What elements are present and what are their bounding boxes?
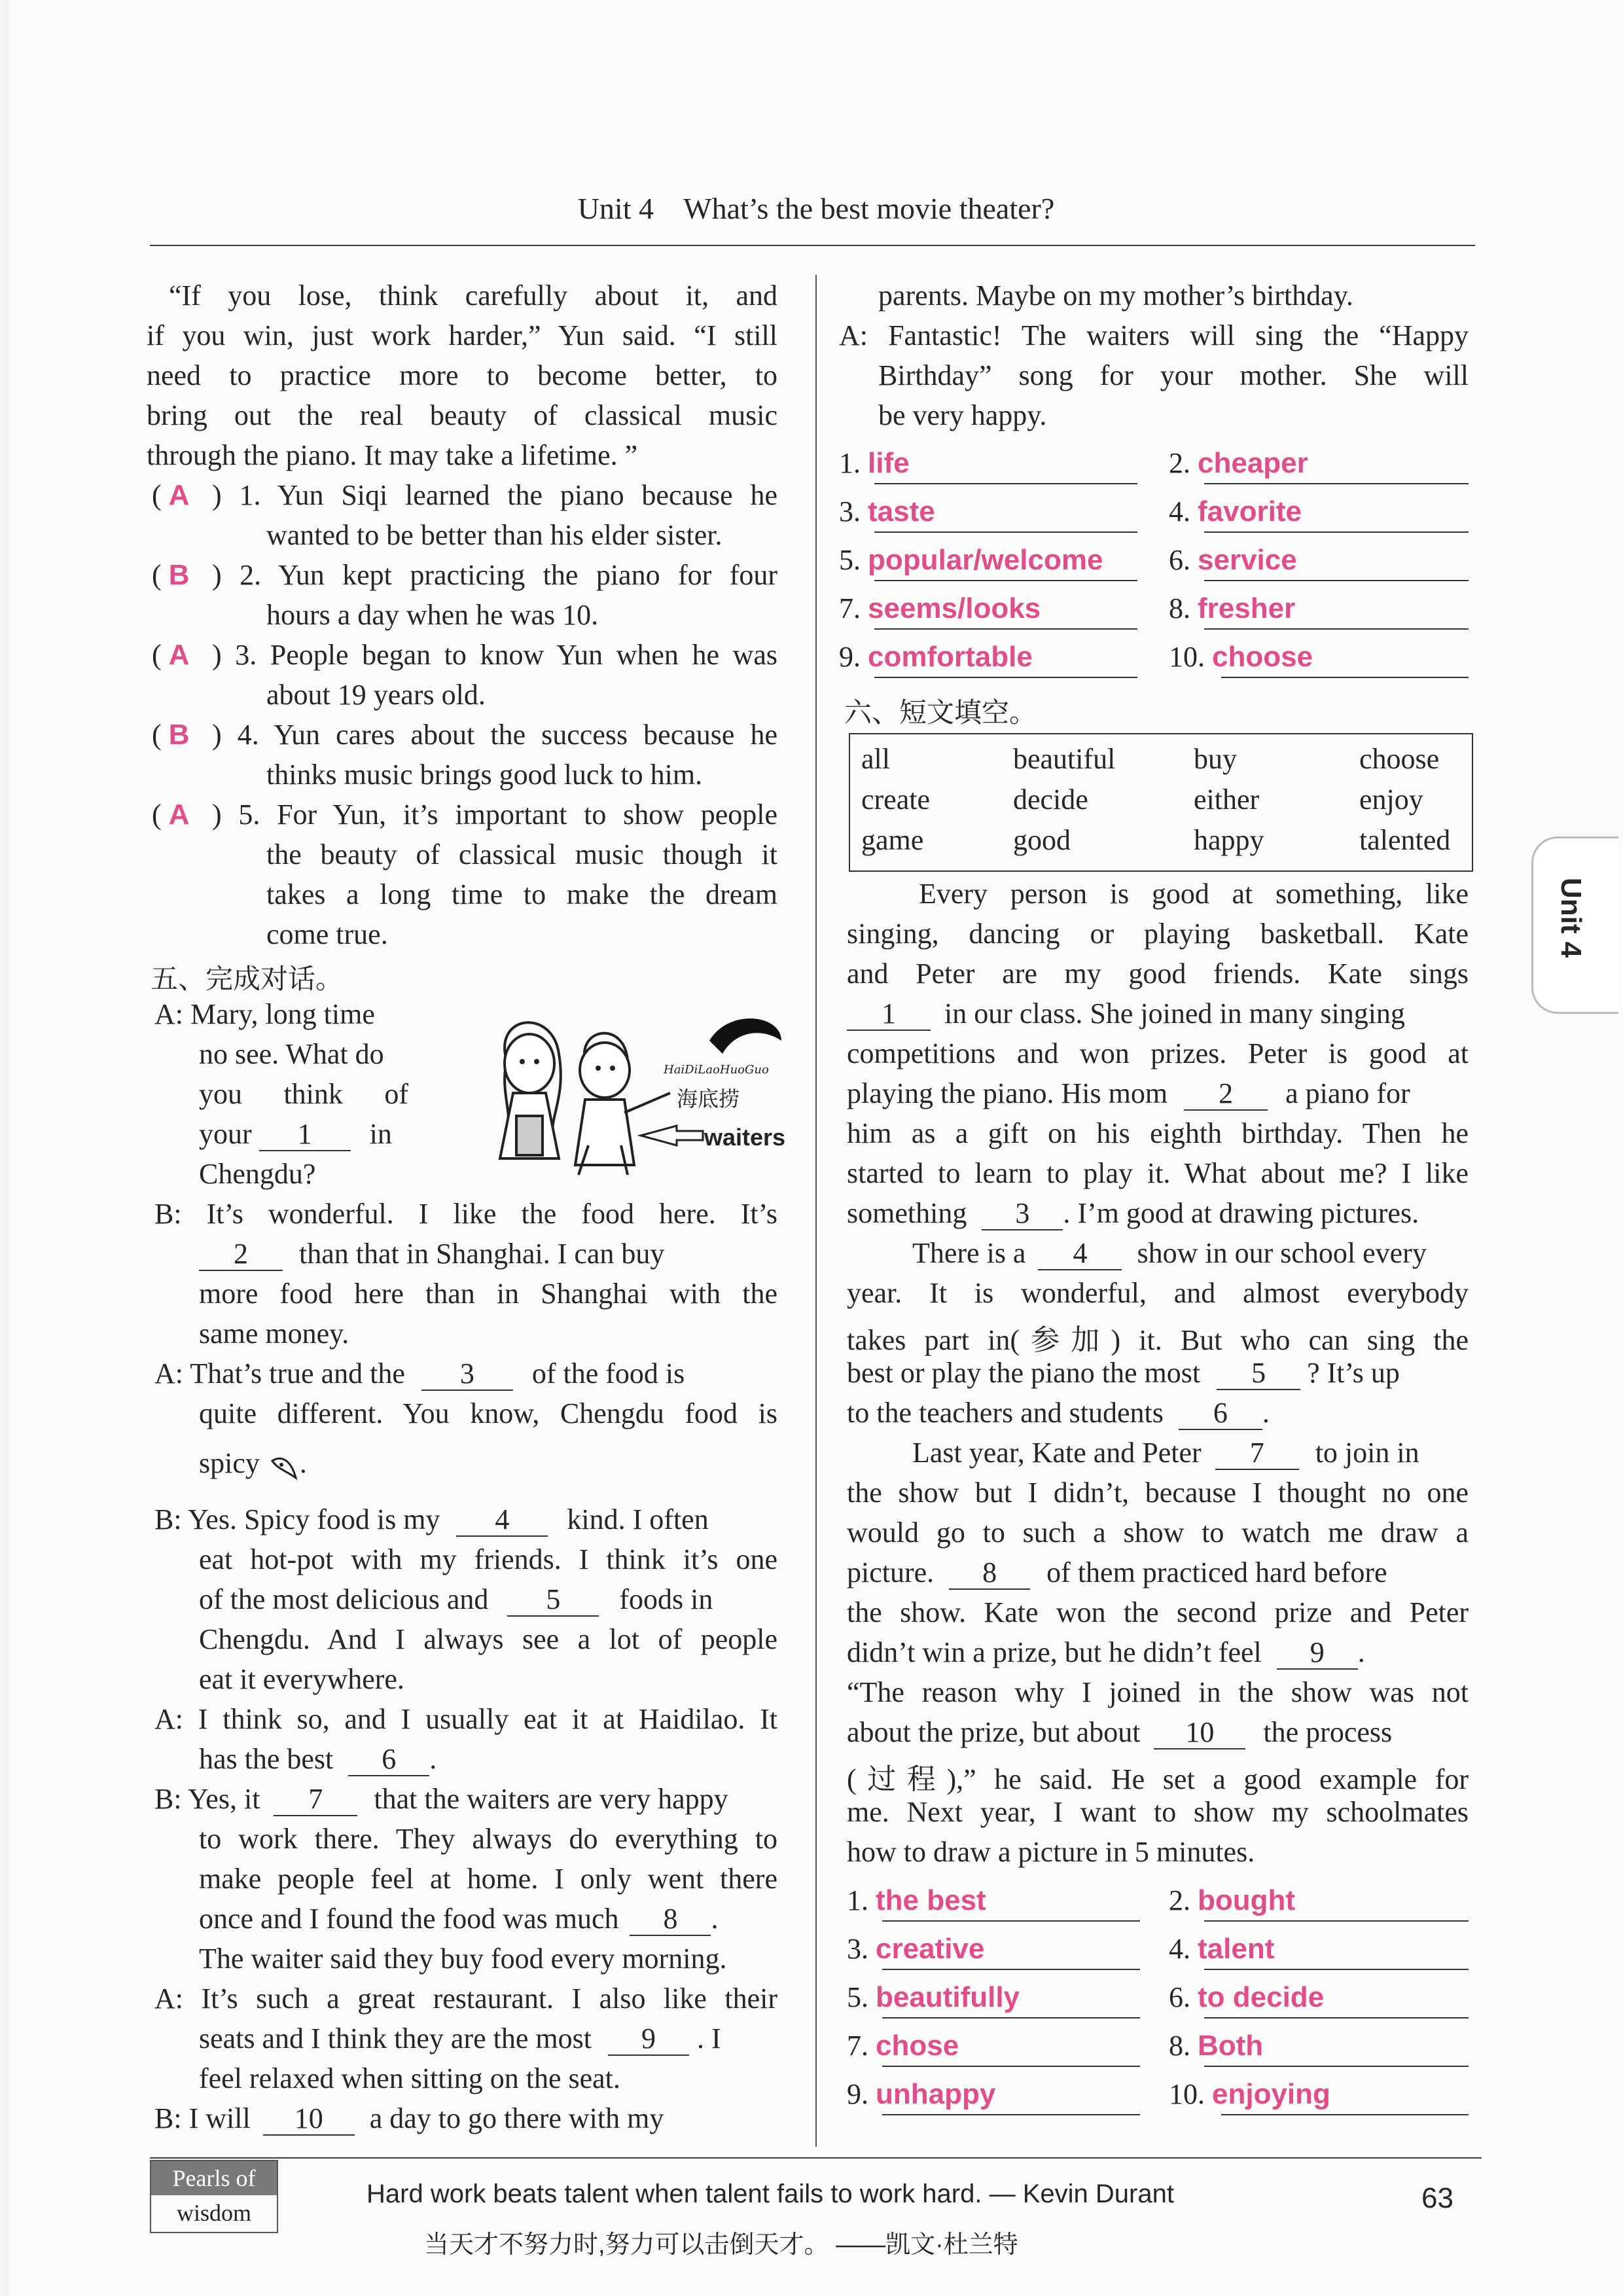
sec6-answer-6[interactable]: to decide (1198, 1981, 1325, 2013)
blank-5[interactable]: 5 (507, 1585, 599, 1617)
passage-line: takes part in(参加) it. But who can sing the (847, 1324, 1469, 1356)
footer-rule (150, 2157, 1482, 2159)
passage-line: the show but I didn’t, because I thought no one (847, 1477, 1469, 1509)
blank-10[interactable]: 10 (263, 2104, 355, 2136)
passage-blank-8[interactable]: 8 (949, 1558, 1030, 1590)
section-5-title: 五、完成对话。 (151, 963, 344, 995)
question-4: ( B (152, 719, 190, 751)
dialog-line: make people feel at home. I only went there (199, 1863, 777, 1895)
dialog-line: seats and I think they are the most 9 . I (199, 2022, 721, 2054)
passage-blank-10[interactable]: 10 (1154, 1718, 1245, 1749)
answer-5[interactable]: popular/welcome (868, 544, 1103, 576)
word: game (861, 824, 924, 856)
answer-4[interactable]: favorite (1198, 495, 1302, 528)
dialog-line: A: Mary, long time (154, 998, 375, 1030)
passage-line: and Peter are my good friends. Kate sings (847, 958, 1469, 990)
dialog-line: no see. What do (199, 1038, 384, 1070)
question-3: ( A (152, 639, 190, 671)
passage-line: picture. 8 of them practiced hard before (847, 1556, 1387, 1588)
dialog-line: eat it everywhere. (199, 1663, 404, 1695)
passage-line: something 3 . I’m good at drawing pictures. (847, 1197, 1419, 1229)
column-divider (815, 275, 817, 2147)
dialog-line: The waiter said they buy food every morning. (199, 1943, 727, 1975)
dialog-line: eat hot-pot with my friends. I think it’s one (199, 1543, 777, 1575)
pearls-badge (150, 2160, 278, 2233)
dialog-line: of the most delicious and 5 foods in (199, 1583, 713, 1615)
dialog-line: more food here than in Shanghai with the (199, 1278, 777, 1310)
question-text: wanted to be better than his elder sister. (266, 519, 722, 551)
passage-blank-4[interactable]: 4 (1038, 1239, 1122, 1270)
word: enjoy (1359, 783, 1423, 816)
dialog-line: has the best 6 . (199, 1743, 437, 1775)
question-1: ( A (152, 479, 190, 511)
reading-line: through the piano. It may take a lifetime. ” (147, 439, 638, 471)
sec6-answer-10[interactable]: enjoying (1212, 2078, 1330, 2110)
reading-line: if you win, just work harder,” Yun said. “I still (147, 319, 777, 351)
question-2: ( B (152, 559, 190, 591)
passage-line: started to learn to play it. What about me? I like (847, 1157, 1469, 1189)
word: choose (1359, 743, 1440, 775)
question-text: about 19 years old. (266, 679, 486, 711)
word: happy (1194, 824, 1264, 856)
passage-line: how to draw a picture in 5 minutes. (847, 1836, 1255, 1868)
brand-cn: 海底捞 (677, 1086, 740, 1111)
answer-8[interactable]: fresher (1198, 592, 1296, 624)
answer-1[interactable]: life (868, 447, 910, 479)
badge-top: Pearls of (151, 2161, 277, 2195)
answer-letter: B (168, 719, 190, 751)
passage-blank-5[interactable]: 5 (1217, 1359, 1300, 1390)
dialog-line: Chengdu. And I always see a lot of people (199, 1623, 777, 1655)
footer-quote-cn: 当天才不努力时,努力可以击倒天才。 ——凯文·杜兰特 (424, 2231, 1018, 2259)
page-header: Unit 4 What’s the best movie theater? (577, 192, 1055, 225)
waiters-label: waiters (704, 1124, 786, 1151)
sec6-answer-9[interactable]: unhappy (876, 2078, 996, 2110)
sec6-answer-3[interactable]: creative (876, 1933, 985, 1965)
answer-7[interactable]: seems/looks (868, 592, 1041, 624)
passage-blank-9[interactable]: 9 (1277, 1638, 1358, 1670)
chili-icon (267, 1452, 300, 1480)
passage-line: Last year, Kate and Peter 7 to join in (912, 1437, 1419, 1469)
sec6-answer-7[interactable]: chose (876, 2030, 959, 2062)
passage-line: There is a 4 show in our school every (912, 1237, 1427, 1269)
waiters-illustration (454, 1001, 794, 1178)
question-text: come true. (266, 918, 388, 950)
passage-blank-1[interactable]: 1 (847, 999, 931, 1031)
sec6-answer-8[interactable]: Both (1198, 2030, 1264, 2062)
sec6-answer-5[interactable]: beautifully (876, 1981, 1020, 2013)
word: talented (1359, 824, 1451, 856)
answer-9[interactable]: comfortable (868, 641, 1033, 673)
dialog-line: your 1 in (199, 1118, 392, 1150)
dialog-line: 2 than that in Shanghai. I can buy (199, 1237, 664, 1271)
answer-letter: A (168, 479, 190, 511)
passage-blank-7[interactable]: 7 (1215, 1439, 1299, 1470)
eye (534, 1059, 539, 1064)
passage-line: singing, dancing or playing basketball. Kate (847, 918, 1469, 950)
passage-line: playing the piano. His mom 2 a piano for (847, 1077, 1410, 1109)
dialog-line: spicy . (199, 1447, 307, 1479)
footer-quote: Hard work beats talent when talent fails to work hard. — Kevin Durant (366, 2179, 1174, 2208)
question-text: the beauty of classical music though it (266, 838, 777, 870)
question-5: ( A (152, 798, 190, 831)
question-text: ) 3. People began to know Yun when he was (212, 639, 777, 671)
passage-line: Every person is good at something, like (919, 878, 1469, 910)
question-text: thinks music brings good luck to him. (266, 759, 703, 791)
reading-line: “If you lose, think carefully about it, and (169, 279, 777, 312)
passage-line: him as a gift on his eighth birthday. Then he (847, 1117, 1469, 1149)
eye (520, 1059, 525, 1064)
word: beautiful (1013, 743, 1116, 775)
reading-line: bring out the real beauty of classical music (147, 399, 777, 431)
dialog-line: B: I will 10 a day to go there with my (154, 2102, 664, 2134)
question-text: ) 2. Yun kept practicing the piano for four (212, 559, 777, 591)
arrow-icon (641, 1126, 703, 1145)
blank-3[interactable]: 3 (421, 1359, 513, 1391)
word: buy (1194, 743, 1237, 775)
passage-line: 1 in our class. She joined in many singing (847, 997, 1405, 1031)
passage-line: best or play the piano the most 5 ? It’s up (847, 1357, 1400, 1389)
blank-9[interactable]: 9 (608, 2024, 689, 2056)
passage-line: “The reason why I joined in the show was not (847, 1676, 1469, 1708)
dialog-line: Chengdu? (199, 1158, 316, 1190)
dialog-line: feel relaxed when sitting on the seat. (199, 2062, 620, 2094)
dialog-line: be very happy. (878, 399, 1047, 431)
dialog-line: A: I think so, and I usually eat it at Haidilao. It (154, 1703, 777, 1735)
dialog-line: B: Yes. Spicy food is my 4 kind. I often (154, 1503, 709, 1535)
blank-1[interactable]: 1 (259, 1120, 351, 1151)
eye (610, 1066, 615, 1071)
question-text: ) 5. For Yun, it’s important to show people (212, 798, 777, 831)
blank-7[interactable]: 7 (274, 1785, 357, 1816)
answer-3[interactable]: taste (868, 495, 935, 528)
sec6-answer-4[interactable]: talent (1198, 1933, 1275, 1965)
dialog-line: A: It’s such a great restaurant. I also like their (154, 1982, 777, 2015)
blank-6[interactable]: 6 (348, 1745, 429, 1776)
dialog-line: you think of (199, 1078, 408, 1110)
blank-2[interactable]: 2 (199, 1240, 283, 1271)
section-6-title: 六、短文填空。 (844, 696, 1037, 728)
dialog-line: B: Yes, it 7 that the waiters are very happy (154, 1783, 728, 1815)
dialog-line: Birthday” song for your mother. She will (878, 359, 1469, 391)
dialog-line: parents. Maybe on my mother’s birthday. (878, 279, 1353, 312)
header-rule (150, 245, 1475, 246)
passage-blank-6[interactable]: 6 (1179, 1399, 1262, 1430)
passage-line: about the prize, but about 10 the process (847, 1716, 1393, 1748)
passage-line: year. It is wonderful, and almost everybody (847, 1277, 1469, 1309)
passage-line: me. Next year, I want to show my schoolmates (847, 1796, 1469, 1828)
unit-tab[interactable]: Unit 4 (1531, 836, 1618, 1014)
dialog-line: quite different. You know, Chengdu food is (199, 1397, 777, 1429)
sec6-answer-2[interactable]: bought (1198, 1884, 1296, 1916)
passage-line: didn’t win a prize, but he didn’t feel 9 . (847, 1636, 1365, 1668)
dialog-line: to work there. They always do everything to (199, 1823, 777, 1855)
reading-line: need to practice more to become better, to (147, 359, 777, 391)
question-text: takes a long time to make the dream (266, 878, 777, 910)
question-text: ) 4. Yun cares about the success because he (212, 719, 777, 751)
answer-letter: A (168, 639, 190, 671)
question-text: ) 1. Yun Siqi learned the piano because he (212, 479, 777, 511)
dialog-line: A: Fantastic! The waiters will sing the “Happy (839, 319, 1469, 351)
dialog-line: same money. (199, 1318, 349, 1350)
word: all (861, 743, 890, 775)
word: decide (1013, 783, 1088, 816)
passage-blank-2[interactable]: 2 (1184, 1079, 1268, 1111)
sec6-answer-1[interactable]: the best (876, 1884, 986, 1916)
badge-bottom: wisdom (176, 2200, 251, 2226)
passage-line: to the teachers and students 6 . (847, 1397, 1270, 1429)
dialog-line: once and I found the food was much 8 . (199, 1903, 719, 1935)
dialog-line: A: That’s true and the 3 of the food is (154, 1357, 685, 1390)
passage-line: (过程),” he said. He set a good example for (847, 1763, 1469, 1795)
answer-10[interactable]: choose (1212, 641, 1313, 673)
word: good (1013, 824, 1071, 856)
brand-text: HaiDiLaoHuoGuo (664, 1063, 769, 1077)
blank-8[interactable]: 8 (630, 1905, 711, 1936)
brand-logo-mark (709, 1018, 781, 1054)
blank-4[interactable]: 4 (456, 1505, 548, 1537)
question-text: hours a day when he was 10. (266, 599, 599, 631)
passage-blank-3[interactable]: 3 (982, 1199, 1063, 1230)
page-number: 63 (1421, 2182, 1454, 2214)
passage-line: would go to such a show to watch me draw a (847, 1516, 1469, 1549)
dialog-line: B: It’s wonderful. I like the food here. It’s (154, 1198, 777, 1230)
answer-letter: B (168, 559, 190, 591)
eye (596, 1066, 601, 1071)
passage-line: competitions and won prizes. Peter is good at (847, 1037, 1469, 1069)
answer-letter: A (168, 798, 190, 831)
answer-6[interactable]: service (1198, 544, 1297, 576)
passage-line: the show. Kate won the second prize and Peter (847, 1596, 1469, 1628)
answer-2[interactable]: cheaper (1198, 447, 1308, 479)
word: create (861, 783, 930, 816)
page: Unit 4 What’s the best movie theater? Unit 4 “If you lose, think carefully about it, and if you win, just work harder,” Yun said. “I still need to practice more to become better, to bring out the real beauty of classical music through the piano. It may take a lifetime. ” ( A ) 1. Yun Siqi learned the piano because he wanted to be better than his elder sister. ( B ) 2. Yun kept practicing the piano for four hours a day when he was 10. ( A ) 3. People began to know Yun when he was about 19 years old. ( B ) 4. Yun cares about the success because he thinks music brings good luck to him. ( A ) 5. For Yun, it’s important to show people the beauty of classical music though it takes a long time to make the dream come true. 五、完成对话。 A: Mary, long time no see. What do you think of your 1 in Chengdu? HaiDiLaoHuoGuo 海底捞 waiters B: It’s wonderful. I like the food here. It’s 2 than that in Shanghai. I can buy more food here than in Shanghai with the same money. A: That’s true and the 3 of the food is quite different. You know, Chengdu food is spicy . B: Yes. Spicy food is my 4 kind. I often eat hot-pot with my friends. I think it’s one of the most delicious and 5 foods in Chengdu. And I always see a lot of people eat it everywhere. A: I think so, and I usually eat it at Haidilao. It has the best 6 . B: Yes, it 7 that the waiters are very happy to work there. They always do everything to make people feel at home. I only went there once and I found the food was much 8 . The waiter said they buy food every morning. A: It’s such a great restaurant. I also like their seats and I think they are the most 9 . I feel relaxed when sitting on the seat. B: I will 10 a day to go there with my parents. Maybe on my mother’s birthday. A: Fantastic! The waiters will sing the “Happy Birthday” song for your mother. She will be very happy. 1. life 2. cheaper 3. taste 4. favorite 5. popular/welcome 6. service 7. seems/looks 8. fresher 9. comfortable 10. choose 六、短文填空。 all beautiful buy choose create decide either enjoy game good happy talented Every person is good at something, like singing, dancing or playing basketball. Kate and Peter are my good friends. Kate sings 1 in our class. She joined in many singing competitions and won prizes. Peter is good at playing the piano. His mom 2 a piano for him as a gift on his eighth birthday. Then he started to learn to play it. What about me? I like something 3 . I’m good at drawing pictures. There is a 4 show in our school every year. It is wonderful, and almost everybody takes part in(参加) it. But who can sing the best or play the piano the most 5 ? It’s up to the teachers and students 6 . Last year, Kate and Peter 7 to join in the show but I didn’t, because I thought no one would go to such a show to watch me draw a picture. 8 of them practiced hard before the show. Kate won the second prize and Peter didn’t win a prize, but he didn’t feel 9 . “The reason why I joined in the show was not about the prize, but about 10 the process (过程),” he said. He set a good example for me. Next year, I want to show my schoolmates how to draw a picture in 5 minutes. 1. the best 2. bought 3. creative 4. talent 5. beautifully 6. to decide 7. chose 8. Both 9. unhappy 10. enjoying Pearls of wisdom Hard work beats talent when talent fails to work hard. — Kevin Durant 当天才不努力时,努力可以击倒天才。 ——凯文·杜兰特 63 (9, 0, 1623, 2296)
word: either (1194, 783, 1260, 816)
